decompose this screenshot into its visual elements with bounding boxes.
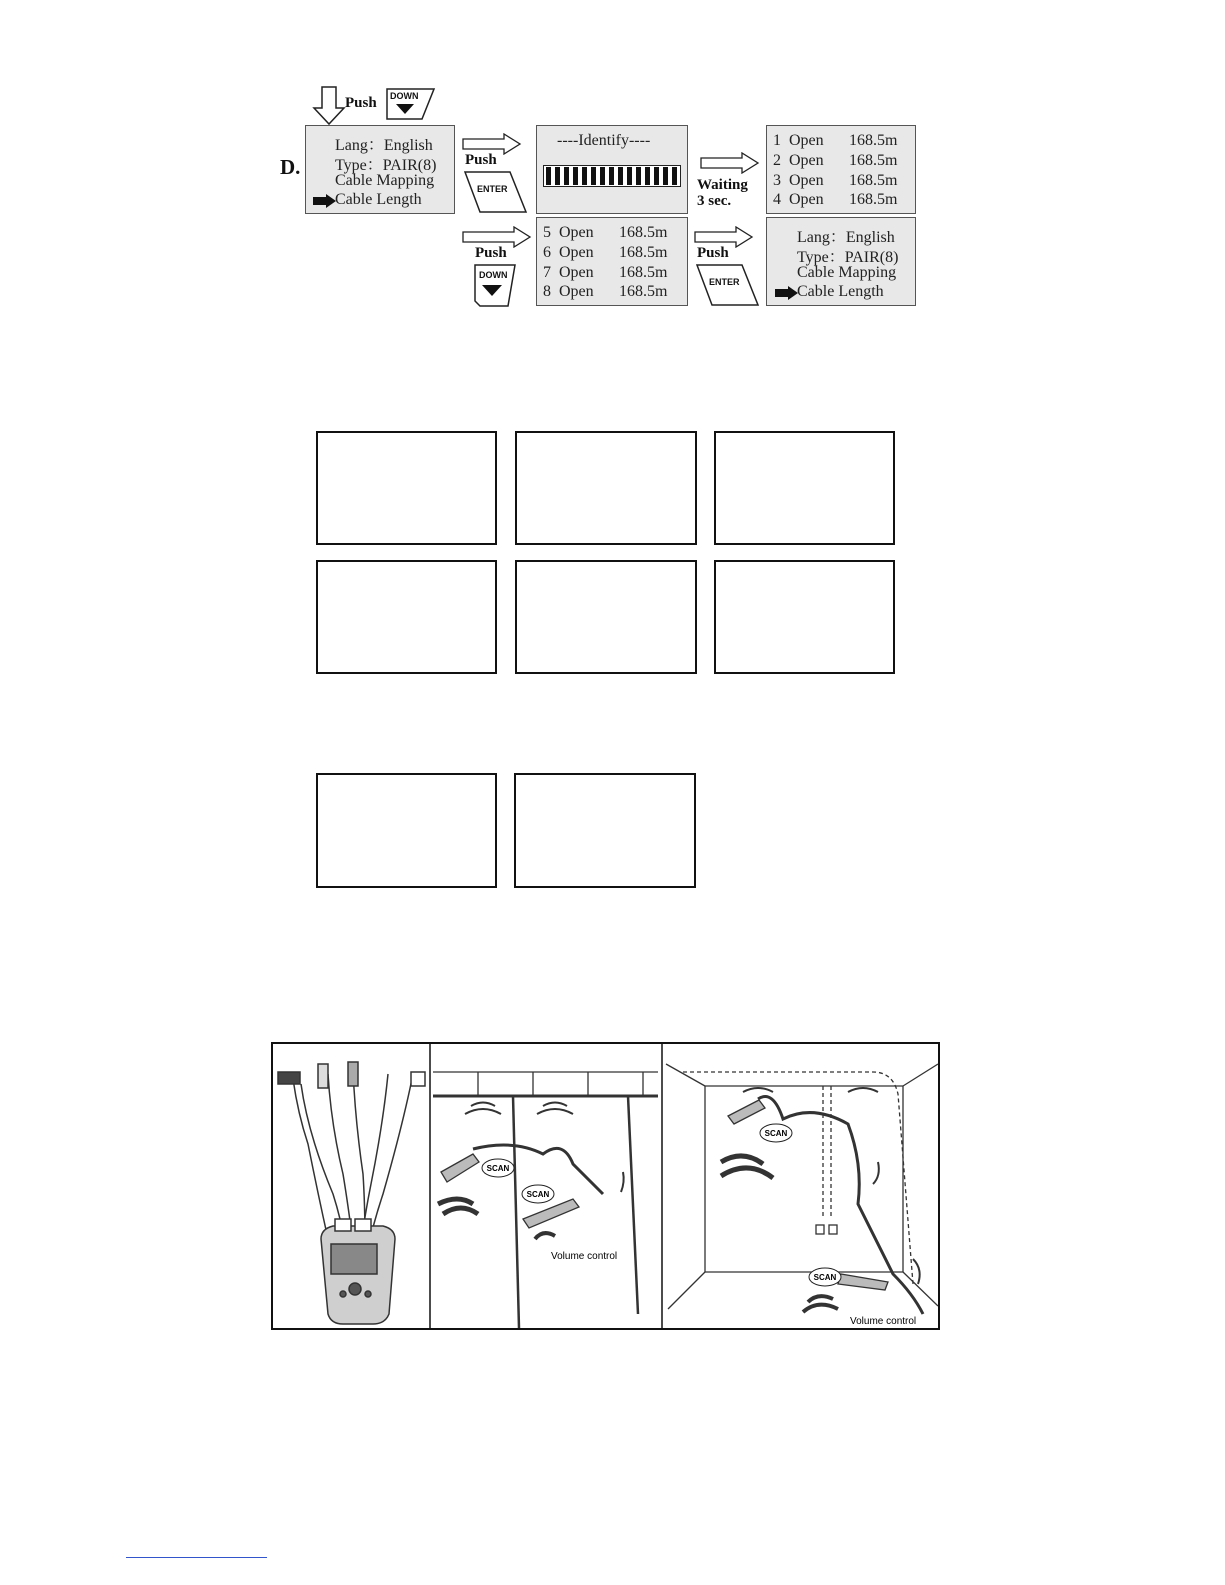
scan-label: SCAN	[813, 1273, 837, 1282]
step-letter: D.	[280, 155, 301, 179]
identify-screen	[536, 125, 688, 214]
blank-box	[515, 560, 697, 674]
right-arrow-icon	[700, 152, 760, 174]
blank-box	[714, 431, 895, 545]
selector-arrow-icon	[313, 194, 337, 208]
push-label: Push	[345, 95, 377, 111]
menu-screen	[305, 125, 455, 214]
selector-arrow-icon	[775, 286, 799, 300]
results-screen-2: 5 Open 168.5m 6 Open 168.5m 7 Open 168.5m 8 Open 168.5m	[536, 217, 688, 306]
volume-control-label: Volume control	[850, 1316, 917, 1327]
scan-label: SCAN	[526, 1190, 550, 1199]
waiting-label: Waiting	[697, 177, 748, 193]
results-screen-1: 1 Open 168.5m 2 Open 168.5m 3 Open 168.5m 4 Open 168.5m	[766, 125, 916, 214]
push-label: Push	[697, 245, 729, 261]
progress-bar	[543, 165, 681, 187]
scan-label: SCAN	[764, 1129, 788, 1138]
menu-type: Type：PAIR(8)	[797, 249, 899, 266]
blank-box	[515, 431, 697, 545]
tester-device-icon	[278, 1062, 425, 1324]
menu-screen-return	[766, 217, 916, 306]
footnote-rule	[126, 1557, 267, 1558]
push-label: Push	[475, 245, 507, 261]
menu-length: Cable Length	[797, 283, 884, 300]
menu-length: Cable Length	[335, 191, 422, 208]
room-wiring-icon	[666, 1064, 938, 1314]
blank-box	[316, 431, 497, 545]
menu-mapping: Cable Mapping	[335, 172, 435, 189]
enter-key: ENTER	[462, 170, 528, 214]
down-arrow-icon	[312, 86, 346, 126]
usage-illustration	[271, 1042, 940, 1330]
menu-lang: Lang：English	[335, 137, 433, 154]
identify-title: ----Identify----	[557, 132, 651, 149]
enter-key: ENTER	[694, 263, 760, 307]
down-key: DOWN	[472, 263, 518, 309]
push-label: Push	[465, 152, 497, 168]
waiting-time: 3 sec.	[697, 193, 732, 209]
volume-control-label: Volume control	[551, 1251, 618, 1262]
illustration-drawing	[273, 1044, 938, 1328]
menu-lang: Lang：English	[797, 229, 895, 246]
blank-box	[714, 560, 895, 674]
menu-type: Type：PAIR(8)	[335, 157, 437, 174]
blank-box	[316, 560, 497, 674]
blank-box	[514, 773, 696, 888]
blank-box	[316, 773, 497, 888]
scan-label: SCAN	[486, 1164, 510, 1173]
menu-mapping: Cable Mapping	[797, 264, 897, 281]
down-key: DOWN	[384, 87, 438, 121]
